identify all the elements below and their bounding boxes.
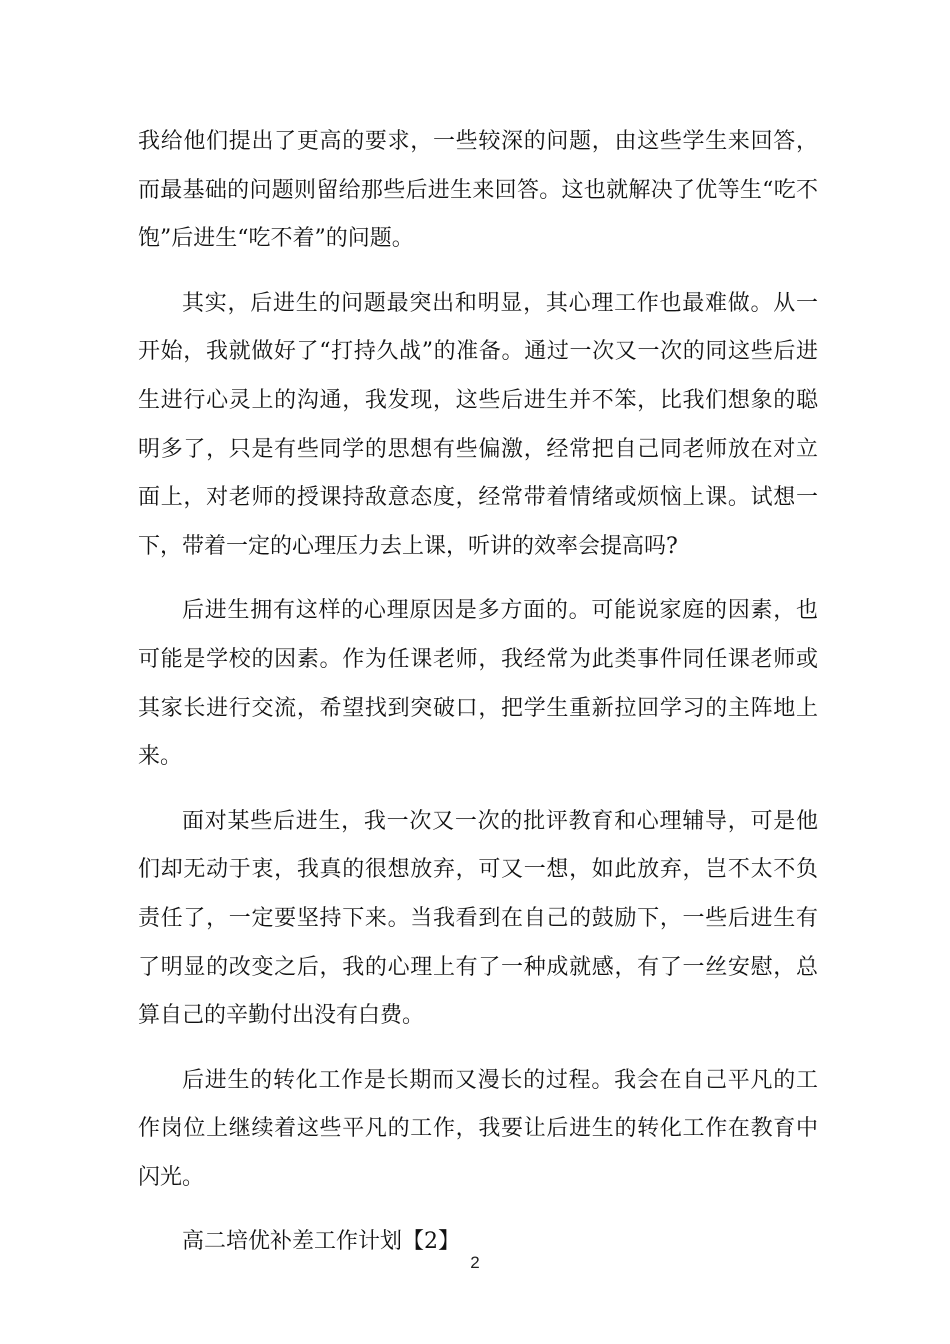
page-number: 2 xyxy=(470,1253,480,1272)
paragraph-underachiever-psychology: 其实，后进生的问题最突出和明显，其心理工作也最难做。从一开始，我就做好了“打持久战”的准备。通过一次又一次的同这些后进生进行心灵上的沟通，我发现，这些后进生并不笨，比我们想象的聪明多了，只是有些同学的思想有些偏激，经常把自己同老师放在对立面上，对老师的授课持敌意态度，经常带着情绪或烦恼上课。试想一下，带着一定的心理压力去上课，听讲的效率会提高吗? xyxy=(138,290,818,559)
paragraph-long-term-process: 后进生的转化工作是长期而又漫长的过程。我会在自己平凡的工作岗位上继续着这些平凡的工作，我要让后进生的转化工作在教育中闪光。 xyxy=(138,1067,818,1190)
paragraph-psychological-causes: 后进生拥有这样的心理原因是多方面的。可能说家庭的因素，也可能是学校的因素。作为任课老师，我经常为此类事件同任课老师或其家长进行交流，希望找到突破口，把学生重新拉回学习的主阵地上来。 xyxy=(138,598,818,770)
paragraph-persistence: 面对某些后进生，我一次又一次的批评教育和心理辅导，可是他们却无动于衷，我真的很想放弃，可又一想，如此放弃，岂不太不负责任了，一定要坚持下来。当我看到在自己的鼓励下，一些后进生有了明显的改变之后，我的心理上有了一种成就感，有了一丝安慰，总算自己的辛勤付出没有白费。 xyxy=(138,808,818,1029)
paragraph-continued: 我给他们提出了更高的要求，一些较深的问题，由这些学生来回答，而最基础的问题则留给那些后进生来回答。这也就解决了优等生“吃不饱”后进生“吃不着”的问题。 xyxy=(138,129,818,252)
section-heading: 高二培优补差工作计划【2】 xyxy=(182,1229,460,1255)
document-body xyxy=(138,118,818,1267)
